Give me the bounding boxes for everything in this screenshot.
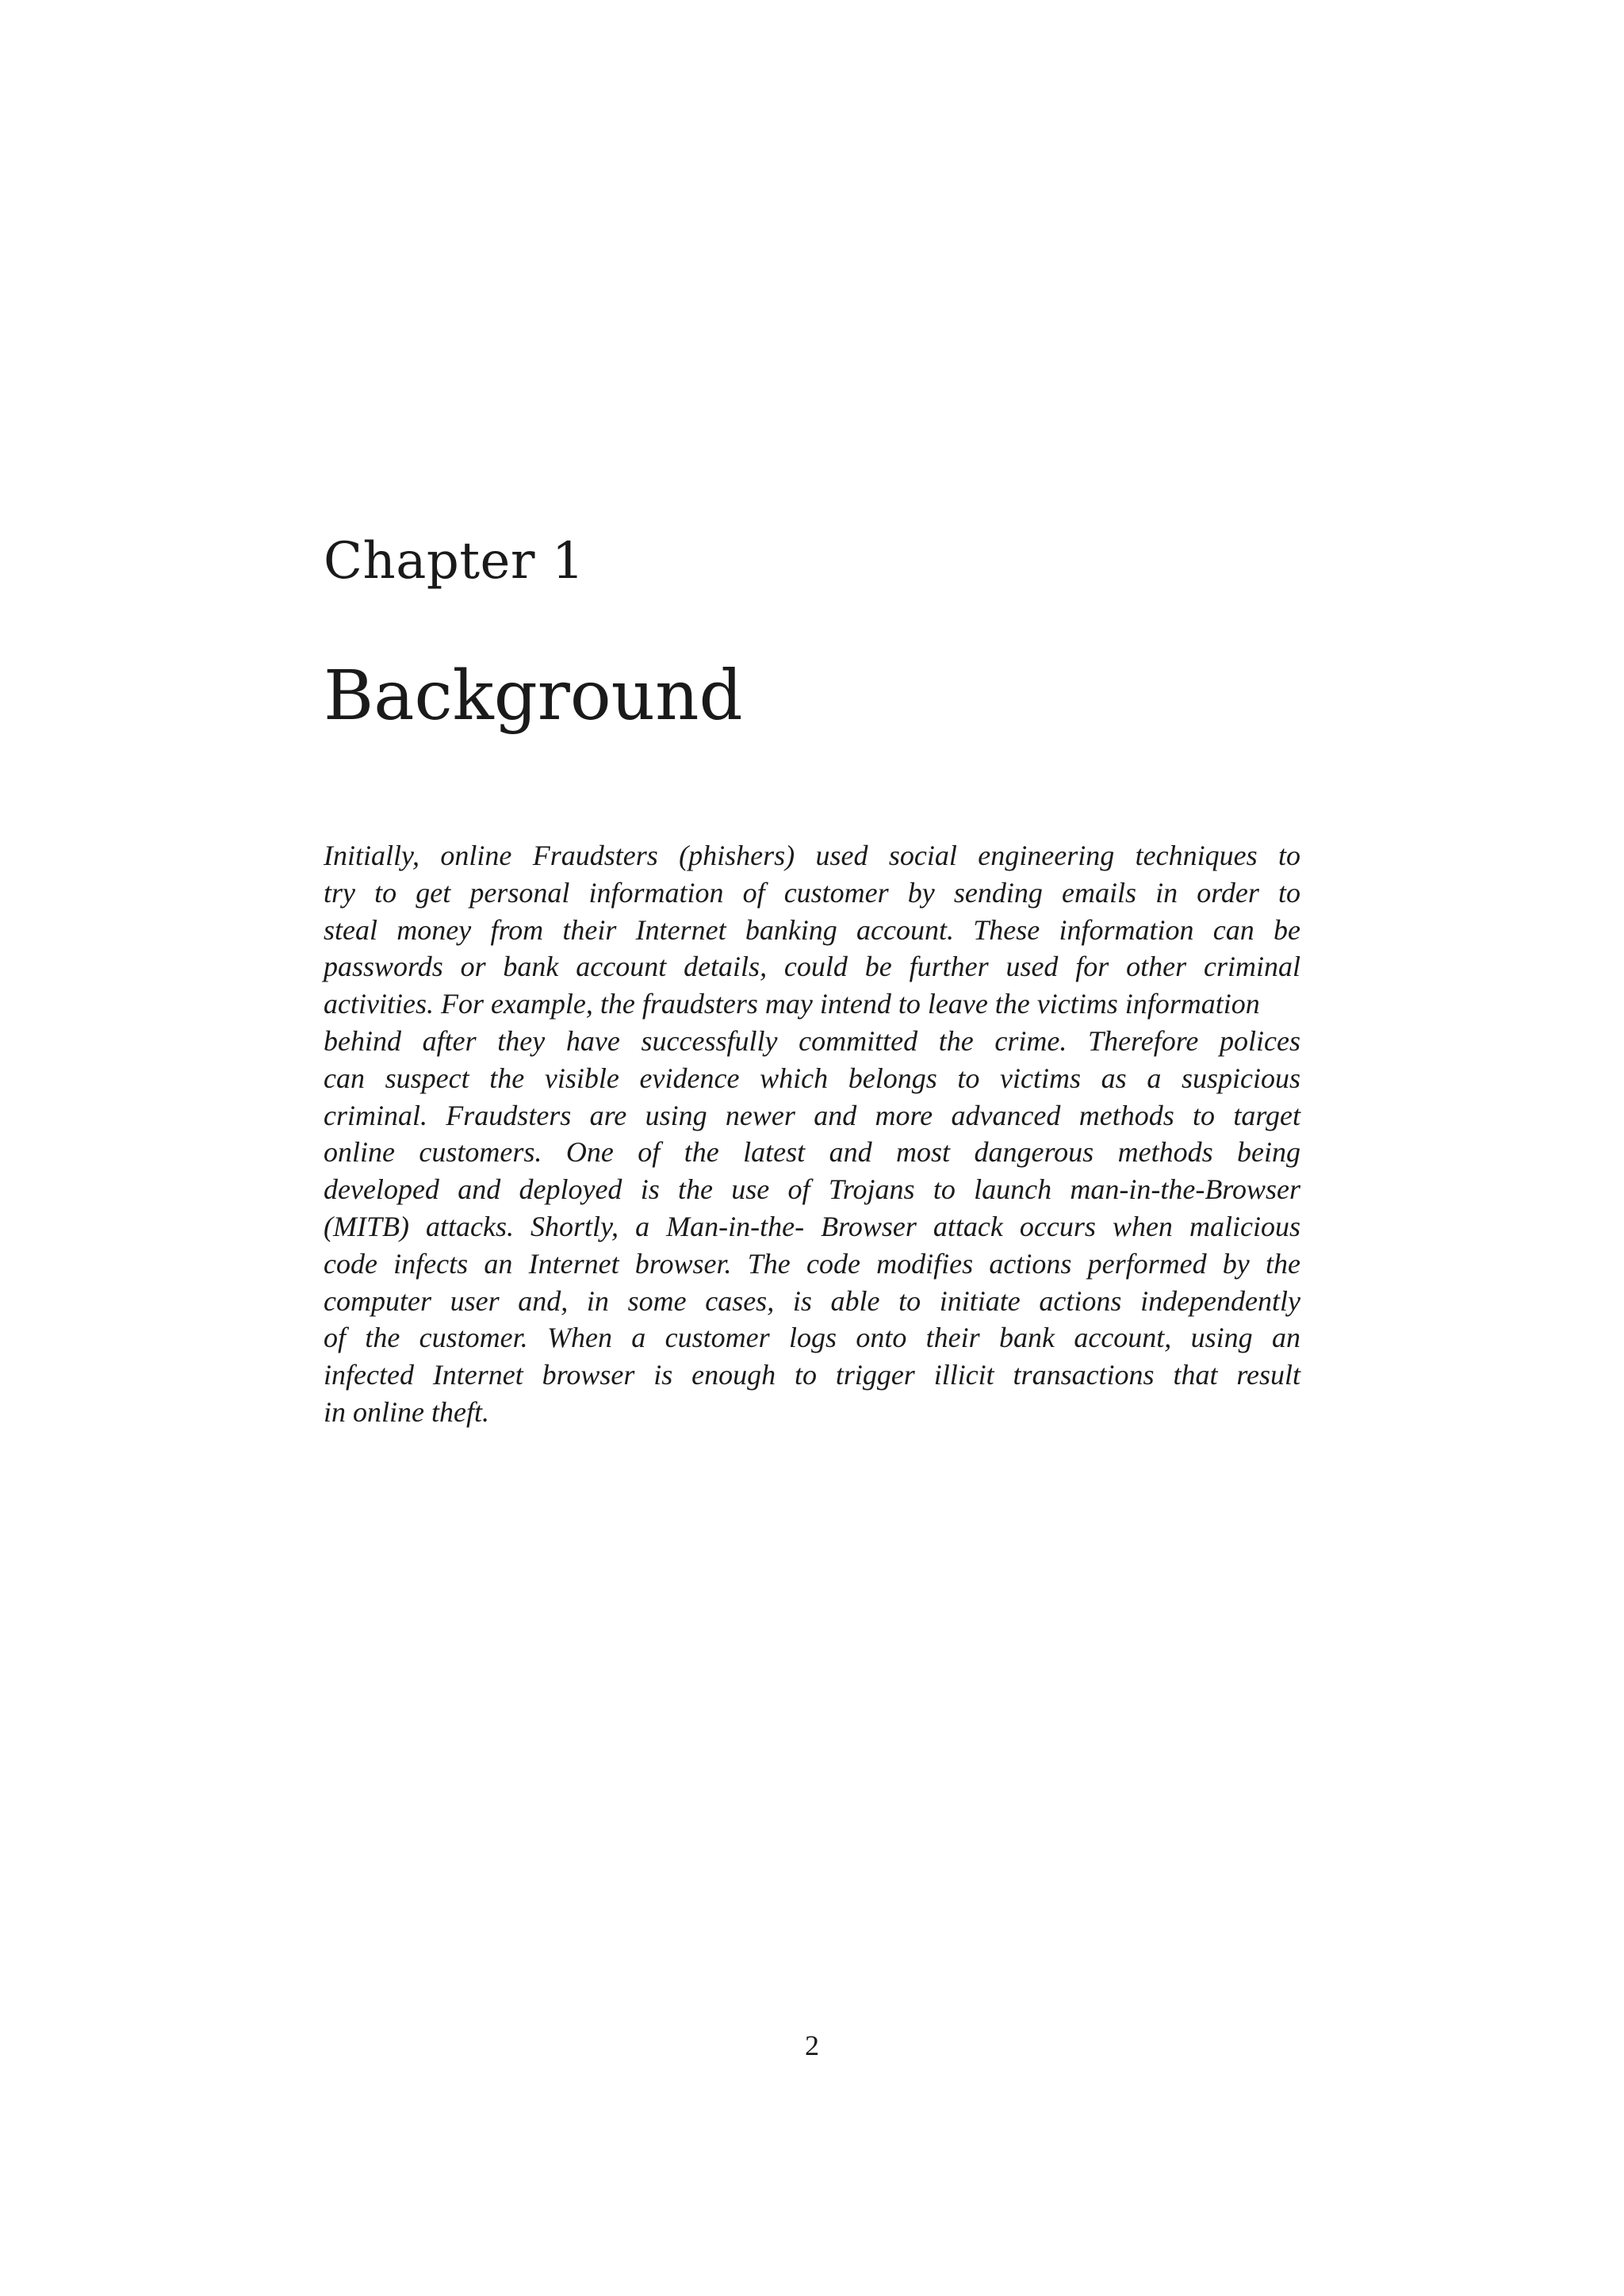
paragraph-line: Initially, online Fraudsters (phishers) used social engineering techniques to	[324, 840, 1300, 871]
chapter-title: Background	[324, 656, 743, 736]
paragraph-line: criminal. Fraudsters are using newer and more advanced methods to target	[324, 1099, 1300, 1131]
paragraph-line: behind after they have successfully committed the crime. Therefore polices	[324, 1024, 1300, 1057]
paragraph-line: (MITB) attacks. Shortly, a Man-in-the- Browser attack occurs when malicious	[324, 1210, 1300, 1242]
paragraph-line: computer user and, in some cases, is able to initiate actions independently	[324, 1284, 1300, 1317]
paragraph-line: online customers. One of the latest and most dangerous methods being	[324, 1136, 1300, 1169]
paragraph-line: try to get personal information of customer by sending emails in order to	[324, 876, 1300, 909]
paragraph-line: passwords or bank account details, could be further used for other criminal	[324, 951, 1300, 983]
paragraph-line: developed and deployed is the use of Trojans to launch man-in-the-Browser	[324, 1173, 1300, 1206]
page-number: 2	[805, 2030, 819, 2061]
paragraph-line: code infects an Internet browser. The code modifies actions performed by the	[324, 1247, 1300, 1280]
paragraph-line: infected Internet browser is enough to trigger illicit transactions that result	[324, 1359, 1300, 1391]
chapter-label: Chapter 1	[324, 532, 585, 591]
paragraph-line: in online theft.	[324, 1395, 489, 1428]
paragraph-line: of the customer. When a customer logs onto their bank account, using an	[324, 1322, 1300, 1354]
body-paragraph	[324, 837, 1370, 1431]
paragraph-line: can suspect the visible evidence which belongs to victims as a suspicious	[324, 1062, 1300, 1094]
paragraph-line: steal money from their Internet banking account. These information can be	[324, 913, 1300, 946]
paragraph-line: activities. For example, the fraudsters may intend to leave the victims information	[324, 988, 1260, 1020]
